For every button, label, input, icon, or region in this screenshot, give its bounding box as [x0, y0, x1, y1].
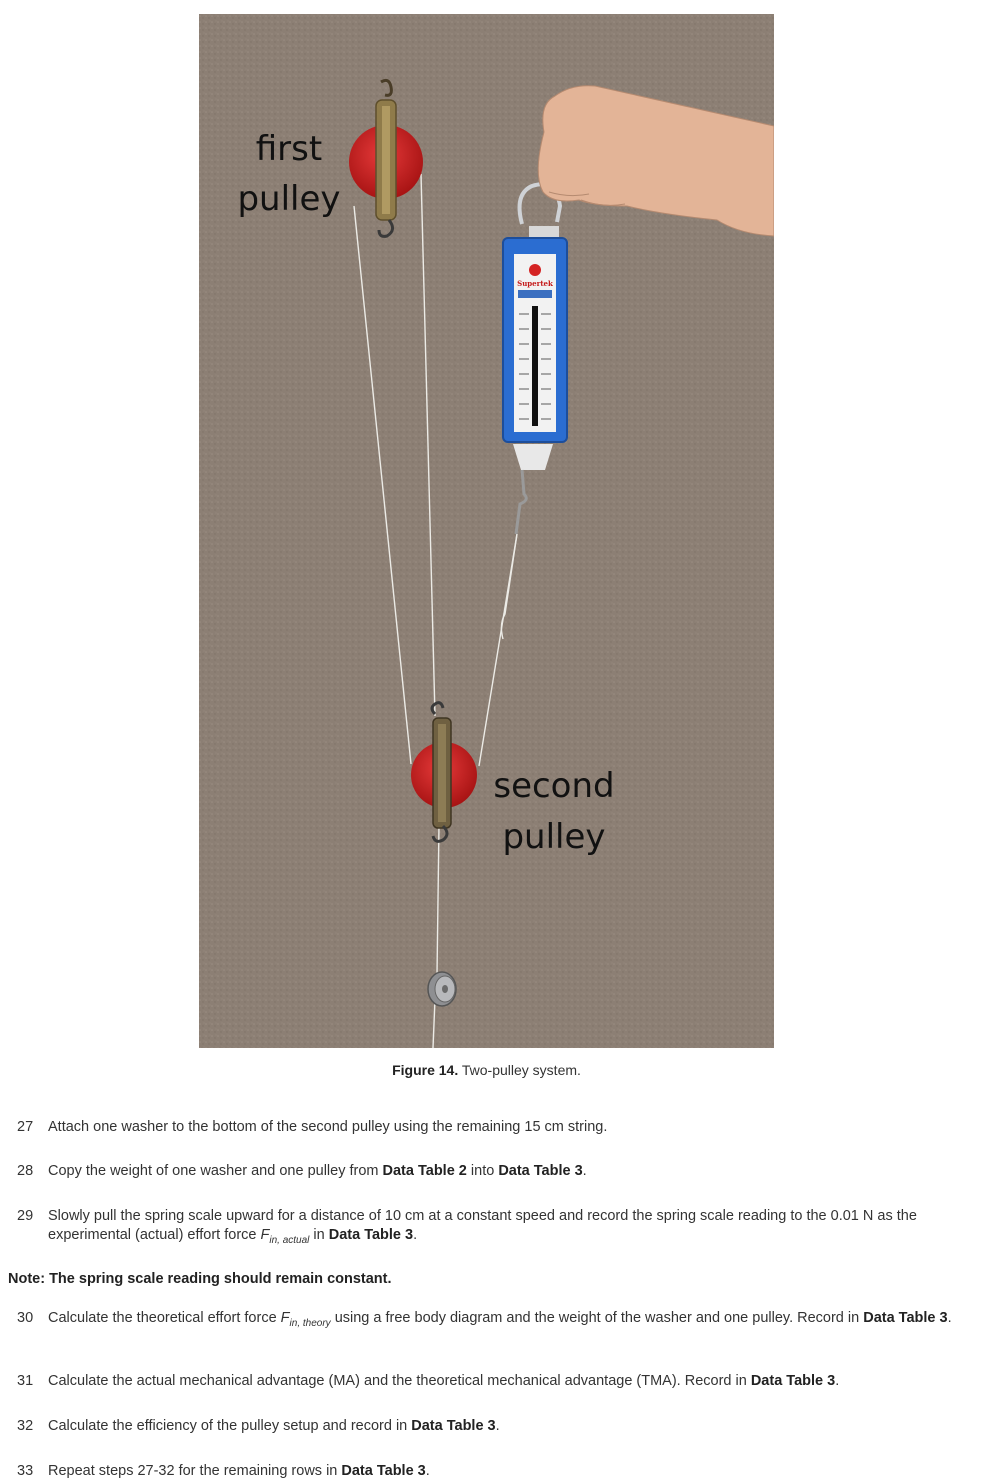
step-number: 30: [17, 1310, 34, 1326]
step-number: 27: [17, 1119, 34, 1135]
label-second-pulley: pulley: [502, 817, 606, 857]
step-text: Calculate the actual mechanical advantage (MA) and the theoretical mechanical advantage (TMA). Record in Data Table 3.: [48, 1373, 840, 1389]
step-number: 33: [17, 1463, 34, 1479]
caption-number: Figure 14.: [392, 1062, 459, 1078]
two-pulley-illustration: [199, 14, 774, 1048]
step-text: Repeat steps 27-32 for the remaining rows in Data Table 3.: [48, 1463, 430, 1479]
scale-brand-label: Supertek: [517, 279, 553, 288]
step-text: Calculate the theoretical effort force $F_{in, theory}$ using a free body diagram and the weight of the washer and one pulley. Record in Data Table 3.: [48, 1310, 952, 1329]
figure-photo: [199, 14, 774, 1048]
step-number: 31: [17, 1373, 34, 1389]
label-second: second: [493, 766, 615, 806]
step-text: Slowly pull the spring scale upward for a distance of 10 cm at a constant speed and record the spring scale reading to the 0.01 N as the experimental (actual) effort force $F_{in, actual}$ in Data Table 3.: [48, 1208, 917, 1246]
step-number: 32: [17, 1418, 34, 1434]
step-text: Copy the weight of one washer and one pulley from Data Table 2 into Data Table 3.: [48, 1163, 587, 1179]
step-number: 29: [17, 1208, 34, 1224]
label-first: first: [255, 129, 323, 169]
step-text: Calculate the efficiency of the pulley setup and record in Data Table 3.: [48, 1418, 500, 1434]
washer-weight: [428, 972, 456, 1006]
step-number: 28: [17, 1163, 34, 1179]
label-first-pulley: pulley: [237, 179, 341, 219]
figure-caption: [0, 1062, 973, 1078]
caption-text: Two-pulley system.: [458, 1062, 581, 1078]
note-text: Note: The spring scale reading should remain constant.: [8, 1271, 392, 1287]
step-text: Attach one washer to the bottom of the second pulley using the remaining 15 cm string.: [48, 1119, 608, 1135]
